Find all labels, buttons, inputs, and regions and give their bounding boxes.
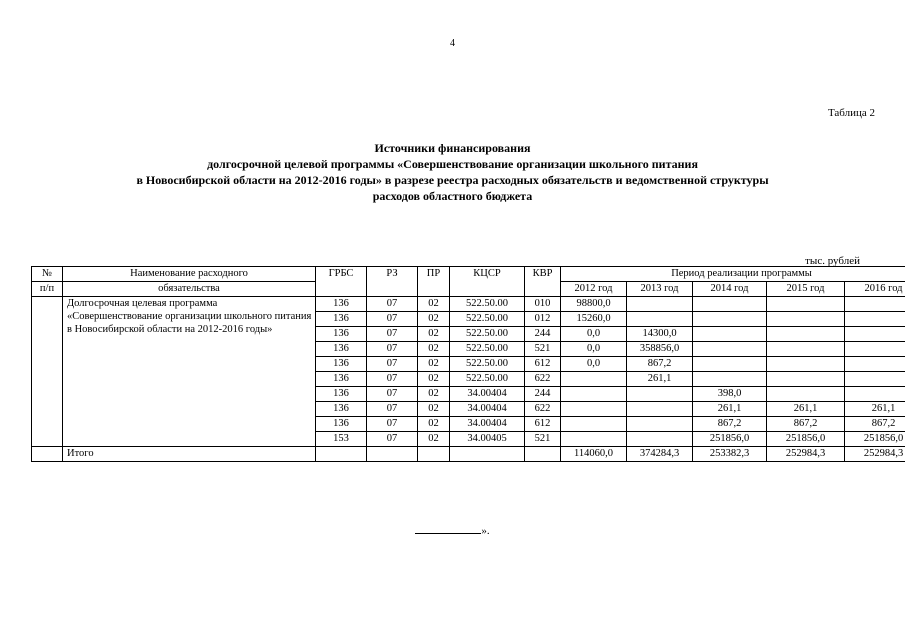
cell-y2014 — [693, 357, 767, 372]
total-kvr-cell — [525, 447, 561, 462]
cell-kvr: 612 — [525, 357, 561, 372]
cell-y2014: 261,1 — [693, 402, 767, 417]
header-name — [63, 267, 316, 282]
header-kcsr: КЦСР — [450, 267, 525, 297]
header-num-line2: п/п — [39, 283, 55, 294]
cell-rz: 07 — [367, 372, 418, 387]
total-rz-cell — [367, 447, 418, 462]
cell-y2016: 251856,0 — [845, 432, 905, 447]
cell-kcsr: 522.50.00 — [450, 297, 525, 312]
cell-y2013 — [627, 432, 693, 447]
cell-rz: 07 — [367, 327, 418, 342]
cell-grbs: 136 — [316, 312, 367, 327]
title-line-4: расходов областного бюджета — [372, 189, 533, 203]
cell-pr: 02 — [418, 342, 450, 357]
cell-kvr: 244 — [525, 387, 561, 402]
cell-grbs: 136 — [316, 327, 367, 342]
cell-pr: 02 — [418, 432, 450, 447]
header-num — [32, 267, 63, 282]
cell-y2016: 261,1 — [845, 402, 905, 417]
cell-rz: 07 — [367, 432, 418, 447]
cell-y2012 — [561, 402, 627, 417]
cell-y2013 — [627, 417, 693, 432]
footer-mark — [0, 522, 905, 537]
cell-y2015 — [767, 297, 845, 312]
cell-kcsr: 522.50.00 — [450, 357, 525, 372]
program-name: Долгосрочная целевая программа «Совершенствование организации школьного питания в Новосибирской области на 2012-2016 годы» — [63, 297, 316, 447]
cell-pr: 02 — [418, 312, 450, 327]
cell-pr: 02 — [418, 327, 450, 342]
cell-y2016 — [845, 312, 905, 327]
cell-y2012: 0,0 — [561, 327, 627, 342]
cell-y2016 — [845, 372, 905, 387]
header-name-line1: Наименование расходного — [130, 268, 248, 279]
cell-pr: 02 — [418, 357, 450, 372]
cell-pr: 02 — [418, 387, 450, 402]
header-period: Период реализации программы — [561, 267, 905, 282]
table-row — [32, 297, 905, 312]
footer-closing-quote: ». — [481, 525, 490, 537]
cell-y2014 — [693, 297, 767, 312]
cell-y2013: 261,1 — [627, 372, 693, 387]
cell-pr: 02 — [418, 372, 450, 387]
cell-y2012: 0,0 — [561, 357, 627, 372]
total-num-cell — [32, 447, 63, 462]
cell-y2016 — [845, 297, 905, 312]
header-num-cont — [32, 282, 63, 297]
cell-kcsr: 522.50.00 — [450, 327, 525, 342]
cell-y2013 — [627, 402, 693, 417]
cell-y2016: 867,2 — [845, 417, 905, 432]
cell-y2015: 867,2 — [767, 417, 845, 432]
title-line-1: Источники финансирования — [374, 141, 531, 155]
cell-y2012: 98800,0 — [561, 297, 627, 312]
cell-rz: 07 — [367, 297, 418, 312]
units-label: тыс. рублей — [805, 255, 860, 267]
cell-y2014 — [693, 372, 767, 387]
cell-kcsr: 522.50.00 — [450, 342, 525, 357]
cell-rz: 07 — [367, 387, 418, 402]
cell-y2015 — [767, 372, 845, 387]
header-name-line2: обязательства — [158, 283, 220, 294]
header-name-cont — [63, 282, 316, 297]
title-line-3: в Новосибирской области на 2012-2016 годы» в разрезе реестра расходных обязательств и ведомственной структуры — [136, 173, 769, 187]
cell-y2016 — [845, 342, 905, 357]
cell-rz: 07 — [367, 417, 418, 432]
cell-kcsr: 34.00404 — [450, 387, 525, 402]
cell-y2016 — [845, 327, 905, 342]
cell-y2012: 0,0 — [561, 342, 627, 357]
cell-y2014: 867,2 — [693, 417, 767, 432]
cell-y2012 — [561, 417, 627, 432]
cell-kvr: 622 — [525, 402, 561, 417]
header-year-2014: 2014 год — [693, 282, 767, 297]
cell-y2016 — [845, 387, 905, 402]
header-pr: ПР — [418, 267, 450, 297]
cell-grbs: 153 — [316, 432, 367, 447]
total-2012: 114060,0 — [561, 447, 627, 462]
cell-kcsr: 34.00404 — [450, 402, 525, 417]
cell-y2014: 398,0 — [693, 387, 767, 402]
table-label: Таблица 2 — [827, 107, 875, 119]
total-grbs-cell — [316, 447, 367, 462]
cell-y2013: 358856,0 — [627, 342, 693, 357]
cell-rz: 07 — [367, 402, 418, 417]
cell-grbs: 136 — [316, 387, 367, 402]
total-2013: 374284,3 — [627, 447, 693, 462]
header-kvr: КВР — [525, 267, 561, 297]
cell-kvr: 012 — [525, 312, 561, 327]
title-line-2: долгосрочной целевой программы «Совершенствование организации школьного питания — [207, 157, 698, 171]
cell-y2015: 261,1 — [767, 402, 845, 417]
total-pr-cell — [418, 447, 450, 462]
signature-underline — [415, 522, 481, 534]
total-row — [32, 447, 905, 462]
cell-y2012 — [561, 432, 627, 447]
cell-y2015 — [767, 342, 845, 357]
header-year-2013: 2013 год — [627, 282, 693, 297]
cell-pr: 02 — [418, 417, 450, 432]
cell-y2013: 867,2 — [627, 357, 693, 372]
cell-pr: 02 — [418, 402, 450, 417]
cell-kvr: 244 — [525, 327, 561, 342]
cell-rz: 07 — [367, 312, 418, 327]
cell-y2014 — [693, 342, 767, 357]
total-2014: 253382,3 — [693, 447, 767, 462]
total-2016: 252984,3 — [845, 447, 905, 462]
cell-y2015 — [767, 357, 845, 372]
cell-y2013 — [627, 312, 693, 327]
cell-grbs: 136 — [316, 357, 367, 372]
cell-y2013 — [627, 297, 693, 312]
header-row-1 — [32, 267, 905, 282]
cell-y2015 — [767, 387, 845, 402]
cell-rz: 07 — [367, 357, 418, 372]
cell-y2012 — [561, 387, 627, 402]
cell-grbs: 136 — [316, 372, 367, 387]
cell-grbs: 136 — [316, 342, 367, 357]
cell-grbs: 136 — [316, 297, 367, 312]
total-2015: 252984,3 — [767, 447, 845, 462]
page-number: 4 — [450, 38, 455, 49]
cell-kcsr: 34.00405 — [450, 432, 525, 447]
cell-y2016 — [845, 357, 905, 372]
header-grbs: ГРБС — [316, 267, 367, 297]
cell-y2014 — [693, 312, 767, 327]
cell-kvr: 521 — [525, 432, 561, 447]
cell-rz: 07 — [367, 342, 418, 357]
cell-y2013 — [627, 387, 693, 402]
cell-grbs: 136 — [316, 417, 367, 432]
cell-kvr: 612 — [525, 417, 561, 432]
cell-y2015 — [767, 312, 845, 327]
table-body — [32, 297, 905, 462]
header-year-2015: 2015 год — [767, 282, 845, 297]
cell-kvr: 521 — [525, 342, 561, 357]
cell-grbs: 136 — [316, 402, 367, 417]
header-num-line1: № — [41, 268, 53, 279]
header-year-2016: 2016 год — [845, 282, 905, 297]
header-rz: РЗ — [367, 267, 418, 297]
cell-y2012: 15260,0 — [561, 312, 627, 327]
cell-kvr: 010 — [525, 297, 561, 312]
row-number-cell — [32, 297, 63, 447]
cell-kcsr: 522.50.00 — [450, 312, 525, 327]
cell-pr: 02 — [418, 297, 450, 312]
cell-kcsr: 522.50.00 — [450, 372, 525, 387]
cell-y2014 — [693, 327, 767, 342]
cell-kcsr: 34.00404 — [450, 417, 525, 432]
cell-kvr: 622 — [525, 372, 561, 387]
total-kcsr-cell — [450, 447, 525, 462]
total-label: Итого — [63, 447, 316, 462]
document-title — [0, 140, 905, 204]
financing-table — [31, 266, 905, 462]
cell-y2015: 251856,0 — [767, 432, 845, 447]
header-year-2012: 2012 год — [561, 282, 627, 297]
cell-y2015 — [767, 327, 845, 342]
cell-y2012 — [561, 372, 627, 387]
cell-y2013: 14300,0 — [627, 327, 693, 342]
cell-y2014: 251856,0 — [693, 432, 767, 447]
